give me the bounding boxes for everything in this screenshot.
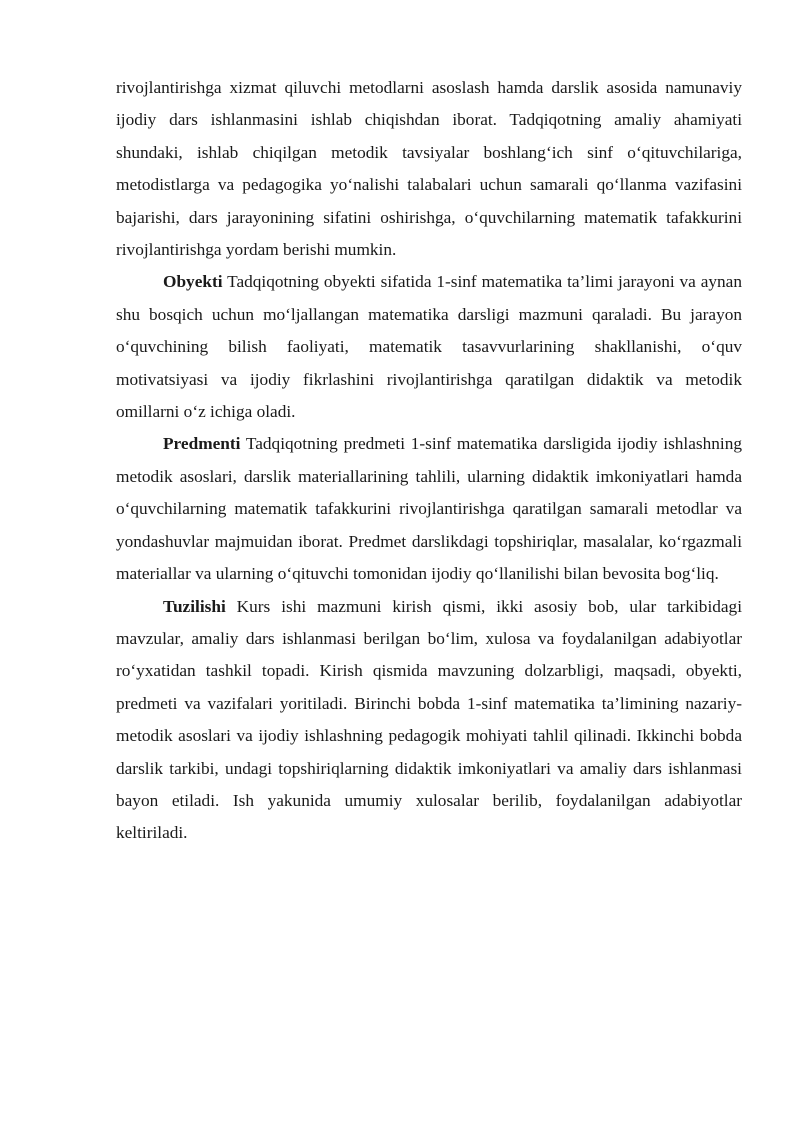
paragraph-intro-continuation bbox=[116, 72, 742, 266]
paragraph-term: Predmenti bbox=[163, 434, 241, 454]
paragraph-obyekti bbox=[116, 266, 742, 428]
paragraph-text: Kurs ishi mazmuni kirish qismi, ikki asosiy bob, ular tarkibidagi mavzular, amaliy dars ishlanmasi berilgan bo‘lim, xulosa va foydalanilgan adabiyotlar ro‘yxatidan tashkil topadi. Kirish qismida mavzuning dolzarbligi, maqsadi, obyekti, predmeti va vazifalari yoritiladi. Birinchi bobda 1-sinf matematika ta’limining nazariy-metodik asoslari va ijodiy ishlashning pedagogik mohiyati tahlil qilinadi. Ikkinchi bobda darslik tarkibi, undagi topshiriqlarning didaktik imkoniyatlari va amaliy dars ishlanmasi bayon etiladi. Ish yakunida umumiy xulosalar berilib, foydalanilgan adabiyotlar keltiriladi. bbox=[116, 596, 742, 843]
document-page bbox=[116, 72, 742, 850]
paragraph-text: rivojlantirishga xizmat qiluvchi metodlarni asoslash hamda darslik asosida namunaviy ijodiy dars ishlanmasini ishlab chiqishdan iborat. Tadqiqotning amaliy ahamiyati shundaki, ishlab chiqilgan metodik tavsiyalar boshlang‘ich sinf o‘qituvchilariga, metodistlarga va pedagogika yo‘nalishi talabalari uchun samarali qo‘llanma vazifasini bajarishi, dars jarayonining sifatini oshirishga, o‘quvchilarning matematik tafakkurini rivojlantirishga yordam berishi mumkin. bbox=[116, 78, 742, 260]
paragraph-term: Obyekti bbox=[163, 272, 223, 292]
paragraph-tuzilishi bbox=[116, 591, 742, 850]
paragraph-text: Tadqiqotning obyekti sifatida 1-sinf matematika ta’limi jarayoni va aynan shu bosqich uchun mo‘ljallangan matematika darsligi mazmuni qaraladi. Bu jarayon o‘quvchining bilish faoliyati, matematik tasavvurlarining shakllanishi, o‘quv motivatsiyasi va ijodiy fikrlashini rivojlantirishga qaratilgan didaktik va metodik omillarni o‘z ichiga oladi. bbox=[116, 272, 742, 422]
paragraph-term: Tuzilishi bbox=[163, 596, 226, 616]
paragraph-predmenti bbox=[116, 428, 742, 590]
paragraph-text: Tadqiqotning predmeti 1-sinf matematika darsligida ijodiy ishlashning metodik asoslari, darslik materiallarining tahlili, ularning didaktik imkoniyatlari hamda o‘quvchilarning matematik tafakkurini rivojlantirishga qaratilgan samarali metodlar va yondashuvlar majmuidan iborat. Predmet darslikdagi topshiriqlar, masalalar, ko‘rgazmali materiallar va ularning o‘qituvchi tomonidan ijodiy qo‘llanilishi bilan bevosita bog‘liq. bbox=[116, 434, 742, 584]
